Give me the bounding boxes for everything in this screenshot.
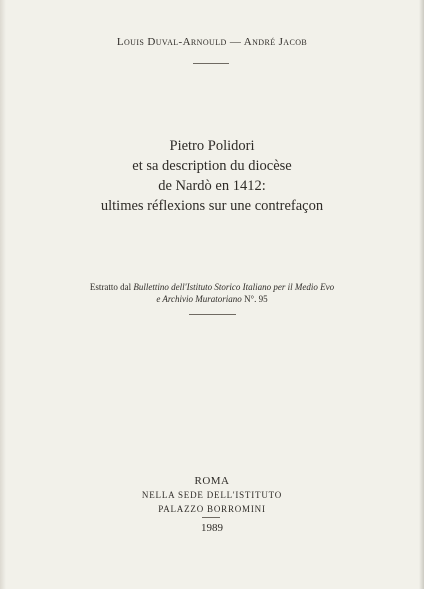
issue-number: N°. 95 (244, 294, 268, 304)
title-line: de Nardò en 1412: (158, 178, 266, 194)
journal-subtitle: e Archivio Muratoriano (156, 294, 242, 304)
extract-line-2 (0, 293, 424, 305)
publisher-line-2: PALAZZO BORROMINI (158, 504, 266, 514)
extract-note (0, 281, 424, 305)
document-title (0, 136, 424, 216)
extract-line-1 (0, 281, 424, 293)
extract-prefix: Estratto dal (89, 282, 132, 292)
publisher-block (0, 474, 424, 516)
journal-title: Bullettino dell'Istituto Storico Italiano per il Medio Evo (133, 282, 335, 292)
publisher-line-1: NELLA SEDE DELL'ISTITUTO (141, 490, 283, 500)
middle-rule (189, 314, 236, 315)
title-line: ultimes réflexions sur une contrefaçon (100, 198, 324, 214)
title-line: et sa description du diocèse (132, 158, 292, 174)
bottom-rule (202, 517, 220, 518)
publisher-city: ROMA (194, 475, 230, 487)
title-line: Pietro Polidori (169, 138, 255, 154)
authors: Louis Duval-Arnould — André Jacob (116, 36, 308, 48)
publication-year: 1989 (201, 522, 223, 534)
top-rule (193, 63, 229, 64)
